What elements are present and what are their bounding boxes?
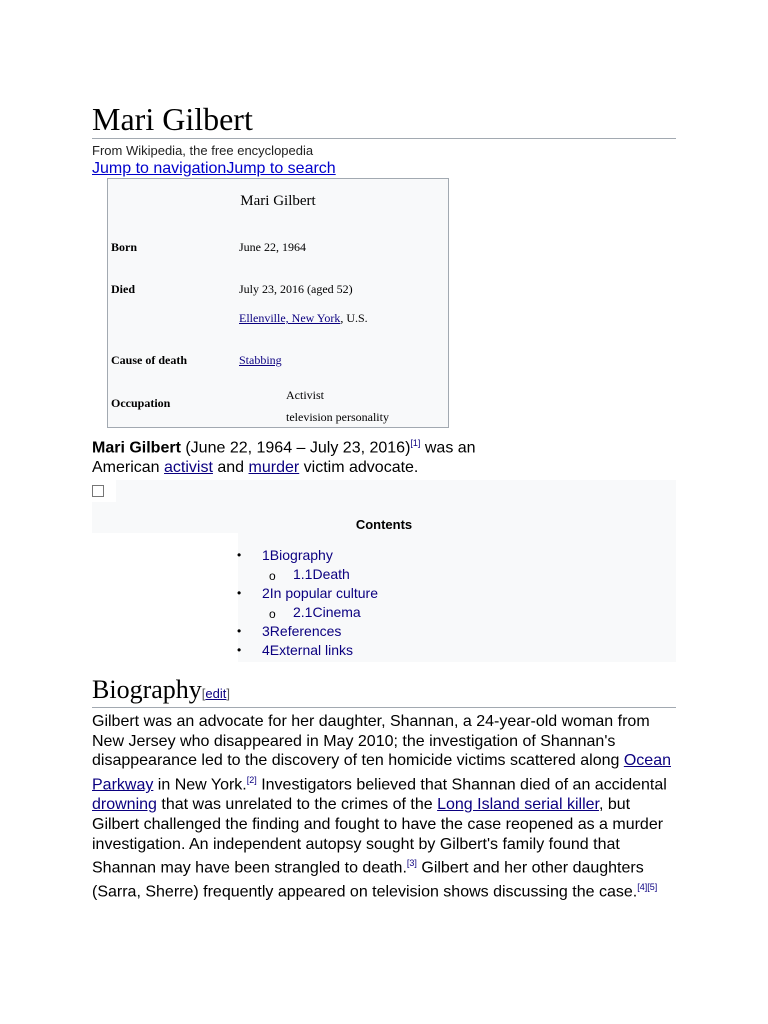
toc-item-number: 3 <box>262 623 270 639</box>
toc-toggle[interactable] <box>92 480 116 502</box>
edit-section <box>202 686 230 701</box>
toc-item-number: 2.1 <box>293 604 313 620</box>
ref-4-5[interactable]: [4][5] <box>637 882 658 893</box>
site-tagline: From Wikipedia, the free encyclopedia <box>92 143 314 158</box>
lead-text-1: was an <box>420 439 476 457</box>
toc-item-label: Biography <box>269 547 333 563</box>
toc-bullet: o <box>269 607 276 621</box>
toc-item-label: References <box>269 623 342 639</box>
lead-dates: (June 22, 1964 – July 23, 2016) <box>180 439 411 457</box>
toc-item-label: Death <box>312 566 350 582</box>
infobox-occupation-label: Occupation <box>111 396 171 410</box>
infobox-born-label: Born <box>111 240 138 254</box>
biography-heading-text: Biography <box>92 675 202 704</box>
toc-bullet: o <box>269 569 276 583</box>
jump-to-navigation-link[interactable]: Jump to navigation <box>92 160 227 177</box>
infobox-died-label: Died <box>111 282 135 296</box>
murder-link[interactable]: murder <box>248 459 300 477</box>
lead-text-2: American <box>92 459 165 477</box>
toc-item-biography[interactable] <box>262 546 333 564</box>
table-of-contents <box>92 480 676 662</box>
jump-to-search-link[interactable]: Jump to search <box>226 160 336 177</box>
toc-bullet: • <box>237 643 242 657</box>
toc-bullet: • <box>237 586 242 600</box>
edit-bracket-open: [ <box>201 686 206 701</box>
bio-text-3: Investigators believed that Shannan died of an accidental <box>256 776 667 794</box>
infobox-cause-value <box>239 353 282 368</box>
toc-item-number: 4 <box>262 642 270 658</box>
toc-item-references[interactable] <box>262 622 341 640</box>
edit-bracket-close: ] <box>226 686 230 701</box>
ellenville-link[interactable]: Ellenville, New York <box>239 311 341 325</box>
bio-text-5: , but Gilbert challenged the finding and fought to have the case reopened as a murder investigation. An independent autopsy sought by Gilbert's family found that Shannan may have been strangled to death. <box>92 796 664 877</box>
toc-item-in-popular-culture[interactable] <box>262 584 378 602</box>
infobox-cause-label: Cause of death <box>111 353 188 367</box>
edit-link[interactable]: edit <box>205 686 227 701</box>
toc-gutter <box>92 533 238 662</box>
toc-title: Contents <box>355 517 413 532</box>
ocean-parkway-link[interactable]: Ocean Parkway <box>92 752 671 794</box>
bio-text-6: Gilbert and her other daughters (Sarra, Sherre) frequently appeared on television shows discussing the case. <box>92 859 644 901</box>
page-title: Mari Gilbert <box>92 100 676 139</box>
heading-divider <box>92 707 676 708</box>
long-island-serial-killer-link[interactable]: Long Island serial killer <box>437 796 599 814</box>
ref-1[interactable]: [1] <box>410 438 421 448</box>
toc-item-external-links[interactable] <box>262 641 353 659</box>
lead-paragraph <box>92 433 676 478</box>
lead-text-3: and <box>212 459 249 477</box>
ref-3[interactable]: [3] <box>406 858 417 869</box>
infobox-died-country: , U.S. <box>340 311 368 325</box>
stabbing-link[interactable]: Stabbing <box>239 353 282 367</box>
jump-links <box>92 159 676 179</box>
lead-text-4: victim advocate. <box>299 459 419 477</box>
bio-text-4: that was unrelated to the crimes of the <box>156 796 438 814</box>
toc-bullet: • <box>237 624 242 638</box>
infobox-occupation-2: television personality <box>286 410 389 424</box>
bio-text-2: in New York. <box>153 776 247 794</box>
article <box>92 100 676 901</box>
lead-name: Mari Gilbert <box>92 439 181 457</box>
toc-item-number: 1.1 <box>293 566 313 582</box>
biography-heading <box>92 674 230 710</box>
toc-item-number: 1 <box>262 547 270 563</box>
biography-paragraph <box>92 712 680 902</box>
toc-checkbox[interactable] <box>92 485 104 497</box>
infobox <box>107 178 449 428</box>
toc-item-label: In popular culture <box>269 585 378 601</box>
toc-bullet: • <box>237 548 242 562</box>
toc-item-label: External links <box>269 642 354 658</box>
infobox-died-value: July 23, 2016 (aged 52) <box>239 282 353 296</box>
toc-item-death[interactable] <box>293 565 350 583</box>
toc-item-cinema[interactable] <box>293 603 361 621</box>
ref-2[interactable]: [2] <box>246 775 257 786</box>
activist-link[interactable]: activist <box>164 459 213 477</box>
infobox-born-value: June 22, 1964 <box>239 240 306 254</box>
drowning-link[interactable]: drowning <box>92 796 157 814</box>
toc-item-label: Cinema <box>312 604 361 620</box>
infobox-occupation-1: Activist <box>286 388 324 402</box>
bio-text-1: Gilbert was an advocate for her daughter, Shannan, a 24-year-old woman from New Jersey who disappeared in May 2010; the investigation of Shannan's disappearance led to the discovery of ten homicide victims scattered along <box>92 713 650 770</box>
toc-item-number: 2 <box>262 585 270 601</box>
infobox-title: Mari Gilbert <box>240 193 316 209</box>
infobox-died-place <box>239 311 368 326</box>
